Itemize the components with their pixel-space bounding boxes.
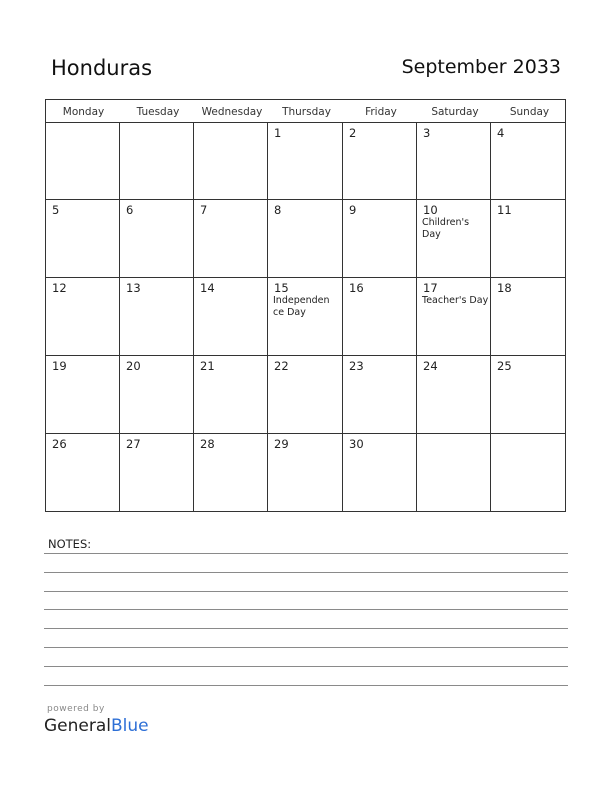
day-number: 20 bbox=[126, 359, 141, 373]
day-number: 13 bbox=[126, 281, 141, 295]
day-cell bbox=[46, 278, 120, 356]
notes-label: NOTES: bbox=[48, 537, 92, 551]
note-line bbox=[44, 685, 568, 686]
day-cell bbox=[268, 356, 343, 434]
calendar-body bbox=[45, 123, 566, 512]
day-cell bbox=[343, 278, 417, 356]
day-cell bbox=[120, 200, 194, 278]
day-number: 28 bbox=[200, 437, 215, 451]
day-cell bbox=[417, 123, 491, 200]
note-line bbox=[44, 609, 568, 610]
day-number: 24 bbox=[423, 359, 438, 373]
day-cell bbox=[194, 356, 268, 434]
powered-by-text: powered by bbox=[47, 704, 105, 714]
day-cell bbox=[120, 123, 194, 200]
note-line bbox=[44, 666, 568, 667]
day-cell bbox=[268, 123, 343, 200]
day-cell bbox=[194, 278, 268, 356]
day-number: 27 bbox=[126, 437, 141, 451]
day-number: 23 bbox=[349, 359, 364, 373]
note-line bbox=[44, 572, 568, 573]
brand-blue: Blue bbox=[111, 716, 149, 736]
day-number: 6 bbox=[126, 203, 134, 217]
day-cell bbox=[343, 356, 417, 434]
weekday-thursday: Thursday bbox=[282, 106, 331, 118]
day-number: 3 bbox=[423, 126, 431, 140]
day-number: 11 bbox=[497, 203, 512, 217]
weekday-monday: Monday bbox=[62, 106, 105, 118]
day-number: 12 bbox=[52, 281, 67, 295]
day-cell bbox=[343, 200, 417, 278]
day-number: 15 bbox=[274, 281, 289, 295]
day-number: 10 bbox=[423, 203, 438, 217]
day-cell bbox=[268, 200, 343, 278]
day-cell bbox=[417, 278, 491, 356]
day-cell bbox=[120, 356, 194, 434]
weekday-saturday: Saturday bbox=[431, 106, 479, 118]
month-year-title: September 2033 bbox=[401, 56, 561, 78]
note-line bbox=[44, 647, 568, 648]
day-cell bbox=[491, 123, 566, 200]
weekday-tuesday: Tuesday bbox=[136, 106, 180, 118]
day-cell bbox=[268, 434, 343, 512]
weekday-wednesday: Wednesday bbox=[201, 106, 263, 118]
day-number: 30 bbox=[349, 437, 364, 451]
day-number: 7 bbox=[200, 203, 208, 217]
note-line bbox=[44, 591, 568, 592]
day-cell bbox=[46, 200, 120, 278]
weekday-friday: Friday bbox=[365, 106, 397, 118]
holiday-label: Children's Day bbox=[422, 217, 470, 240]
day-number: 16 bbox=[349, 281, 364, 295]
day-number: 26 bbox=[52, 437, 67, 451]
day-cell bbox=[343, 123, 417, 200]
day-cell bbox=[491, 356, 566, 434]
day-cell bbox=[268, 278, 343, 356]
day-cell bbox=[46, 356, 120, 434]
day-number: 14 bbox=[200, 281, 215, 295]
day-cell bbox=[46, 434, 120, 512]
day-number: 29 bbox=[274, 437, 289, 451]
day-cell bbox=[417, 434, 491, 512]
day-number: 25 bbox=[497, 359, 512, 373]
day-cell bbox=[194, 434, 268, 512]
day-number: 19 bbox=[52, 359, 67, 373]
day-number: 2 bbox=[349, 126, 357, 140]
weekday-sunday: Sunday bbox=[509, 106, 550, 118]
generalblue-logo bbox=[44, 716, 149, 736]
country-title: Honduras bbox=[51, 56, 153, 80]
day-cell bbox=[120, 434, 194, 512]
day-cell bbox=[194, 200, 268, 278]
day-cell bbox=[417, 356, 491, 434]
day-number: 18 bbox=[497, 281, 512, 295]
brand-general: General bbox=[44, 716, 111, 736]
day-number: 17 bbox=[423, 281, 438, 295]
day-number: 1 bbox=[274, 126, 282, 140]
weekday-header-row bbox=[45, 99, 566, 123]
note-line bbox=[44, 628, 568, 629]
day-cell bbox=[417, 200, 491, 278]
day-number: 4 bbox=[497, 126, 505, 140]
day-number: 9 bbox=[349, 203, 357, 217]
day-cell bbox=[194, 123, 268, 200]
day-cell bbox=[491, 434, 566, 512]
note-line bbox=[44, 553, 568, 554]
day-cell bbox=[491, 278, 566, 356]
day-number: 8 bbox=[274, 203, 282, 217]
holiday-label: Teacher's Day bbox=[422, 295, 489, 306]
day-number: 5 bbox=[52, 203, 60, 217]
day-cell bbox=[491, 200, 566, 278]
day-cell bbox=[343, 434, 417, 512]
day-cell bbox=[120, 278, 194, 356]
calendar-grid bbox=[45, 99, 566, 512]
day-number: 21 bbox=[200, 359, 215, 373]
holiday-label: Independen ce Day bbox=[273, 295, 330, 318]
day-cell bbox=[46, 123, 120, 200]
day-number: 22 bbox=[274, 359, 289, 373]
